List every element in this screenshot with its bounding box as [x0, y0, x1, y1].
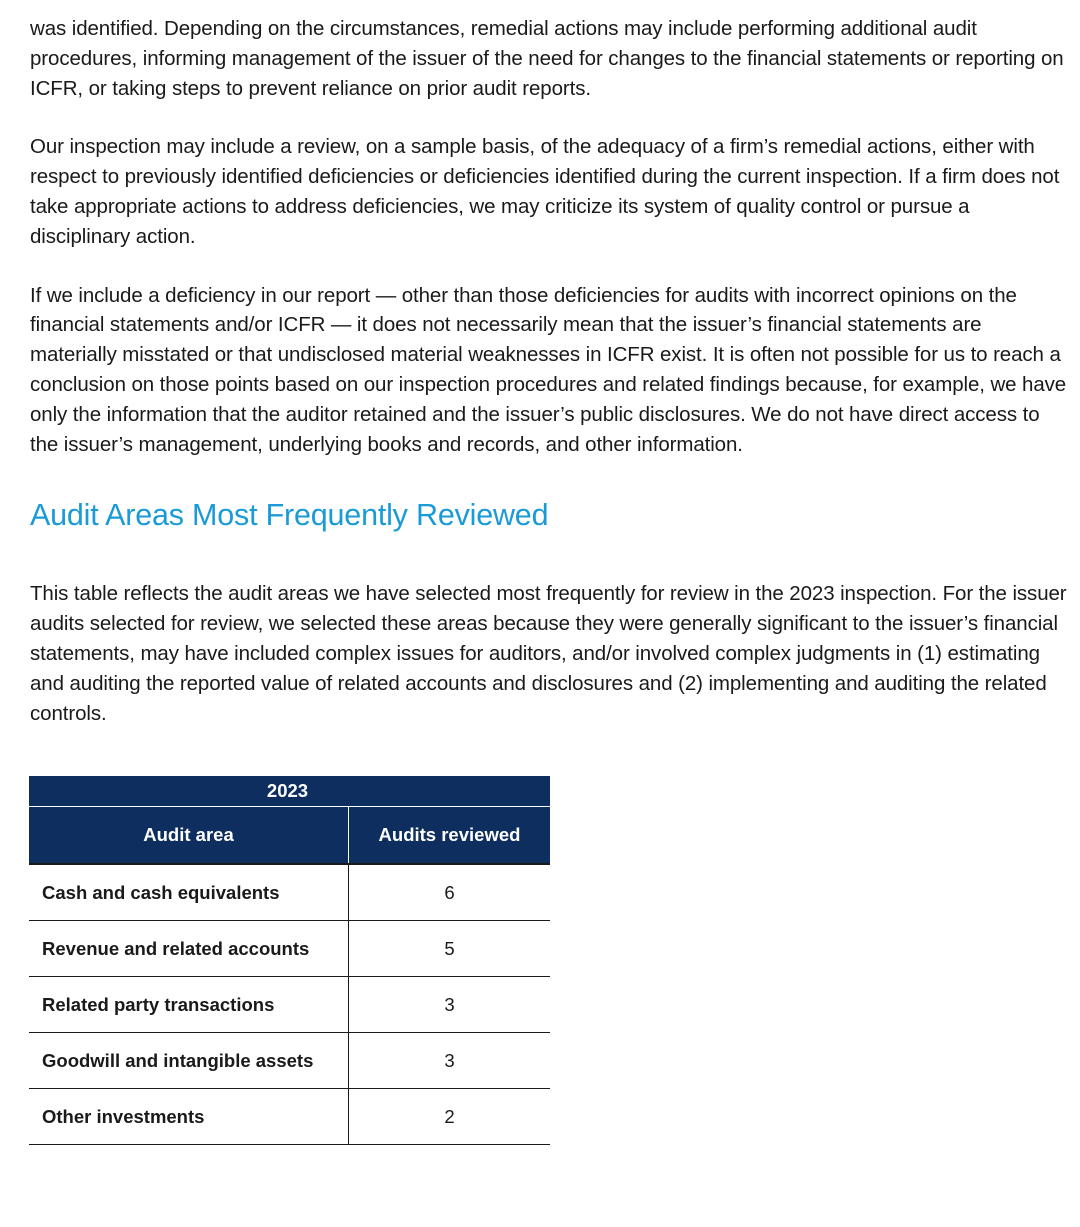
paragraph-deficiency-note: If we include a deficiency in our report — other than those deficiencies for audits with incorrect opinions on the financial statements and/or ICFR — it does not necessarily mean that the issuer’s financial statements are materially misstated or that undisclosed material weaknesses in ICFR exist. It is often not possible for us to reach a conclusion on those points based on our inspection procedures and related findings because, for example, we have only the information that the auditor retained and the issuer’s public disclosures. We do not have direct access to the issuer’s management, underlying books and records, and other information. [30, 283, 1067, 456]
column-header-audit-area: Audit area [29, 807, 349, 865]
table-row [29, 1089, 550, 1145]
column-header-audits-reviewed: Audits reviewed [349, 807, 551, 865]
audit-area-cell: Revenue and related accounts [29, 921, 349, 977]
document-page [30, 14, 1070, 728]
table-year-header: 2023 [29, 776, 550, 807]
audit-area-cell: Other investments [29, 1089, 349, 1145]
audits-reviewed-cell: 2 [349, 1089, 551, 1145]
table-row [29, 921, 550, 977]
audit-area-cell: Goodwill and intangible assets [29, 1033, 349, 1089]
table-row [29, 864, 550, 921]
section-heading: Audit Areas Most Frequently Reviewed [30, 498, 549, 533]
audit-area-cell: Related party transactions [29, 977, 349, 1033]
audit-areas-table [29, 776, 550, 1145]
paragraph-remedial-actions: was identified. Depending on the circumstances, remedial actions may include performing additional audit procedures, informing management of the issuer of the need for changes to the financial statements or reporting on ICFR, or taking steps to prevent reliance on prior audit reports. [30, 17, 1064, 100]
audit-area-cell: Cash and cash equivalents [29, 864, 349, 921]
table-row [29, 977, 550, 1033]
audits-reviewed-cell: 3 [349, 1033, 551, 1089]
table-column-headers [29, 807, 550, 865]
audits-reviewed-cell: 3 [349, 977, 551, 1033]
audits-reviewed-cell: 6 [349, 864, 551, 921]
table-row [29, 1033, 550, 1089]
table-year-row [29, 776, 550, 807]
section-intro: This table reflects the audit areas we have selected most frequently for review in the 2023 inspection. For the issuer audits selected for review, we selected these areas because they were generally significant to the issuer’s financial statements, may have included complex issues for auditors, and/or involved complex judgments in (1) estimating and auditing the reported value of related accounts and disclosures and (2) implementing and auditing the related controls. [30, 582, 1067, 725]
paragraph-inspection-review: Our inspection may include a review, on a sample basis, of the adequacy of a firm’s remedial actions, either with respect to previously identified deficiencies or deficiencies identified during the current inspection. If a firm does not take appropriate actions to address deficiencies, we may criticize its system of quality control or pursue a disciplinary action. [30, 135, 1060, 248]
audits-reviewed-cell: 5 [349, 921, 551, 977]
